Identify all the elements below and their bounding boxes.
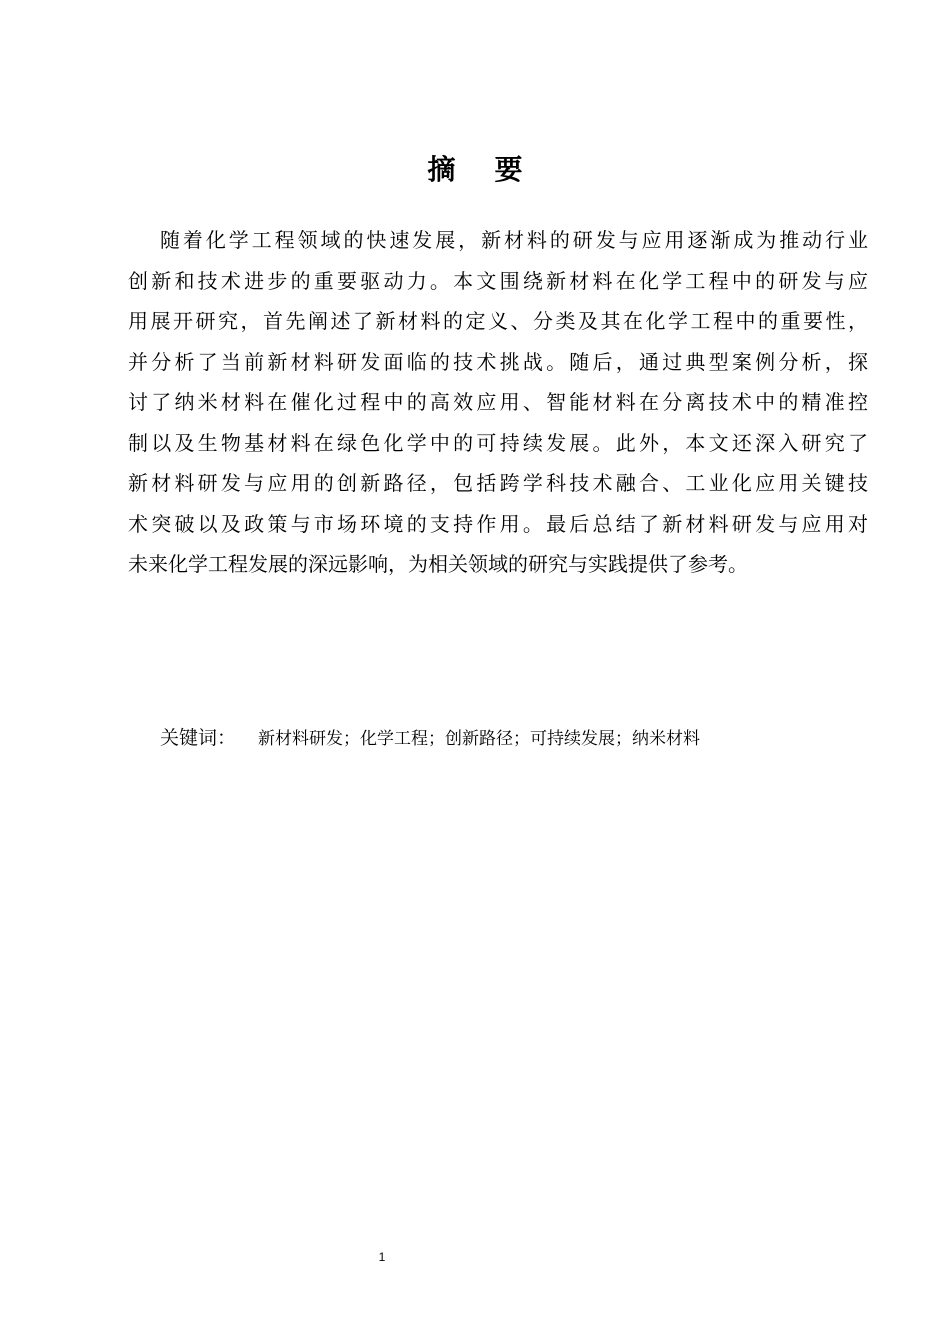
- keywords-row: [160, 722, 700, 755]
- abstract-line: 并分析了当前新材料研发面临的技术挑战。随后，通过典型案例分析，探: [128, 349, 868, 374]
- keywords-list: 新材料研发；化学工程；创新路径；可持续发展；纳米材料: [258, 729, 701, 749]
- abstract-body: [128, 220, 868, 585]
- abstract-line: 讨了纳米材料在催化过程中的高效应用、智能材料在分离技术中的精准控: [128, 390, 868, 414]
- abstract-line: 术突破以及政策与市场环境的支持作用。最后总结了新材料研发与应用对: [128, 511, 868, 536]
- abstract-line: 创新和技术进步的重要驱动力。本文围绕新材料在化学工程中的研发与应: [128, 268, 868, 293]
- abstract-line: 未来化学工程发展的深远影响，为相关领域的研究与实践提供了参考。: [128, 552, 748, 576]
- abstract-line: 新材料研发与应用的创新路径，包括跨学科技术融合、工业化应用关键技: [128, 471, 868, 495]
- abstract-line: 制以及生物基材料在绿色化学中的可持续发展。此外，本文还深入研究了: [128, 430, 868, 455]
- abstract-heading: 摘 要: [427, 153, 523, 186]
- keywords-label: 关键词：: [160, 727, 237, 749]
- abstract-line: 随着化学工程领域的快速发展，新材料的研发与应用逐渐成为推动行业: [160, 228, 868, 252]
- page-number: 1: [378, 1250, 386, 1264]
- abstract-line: 用展开研究，首先阐述了新材料的定义、分类及其在化学工程中的重要性，: [128, 309, 868, 333]
